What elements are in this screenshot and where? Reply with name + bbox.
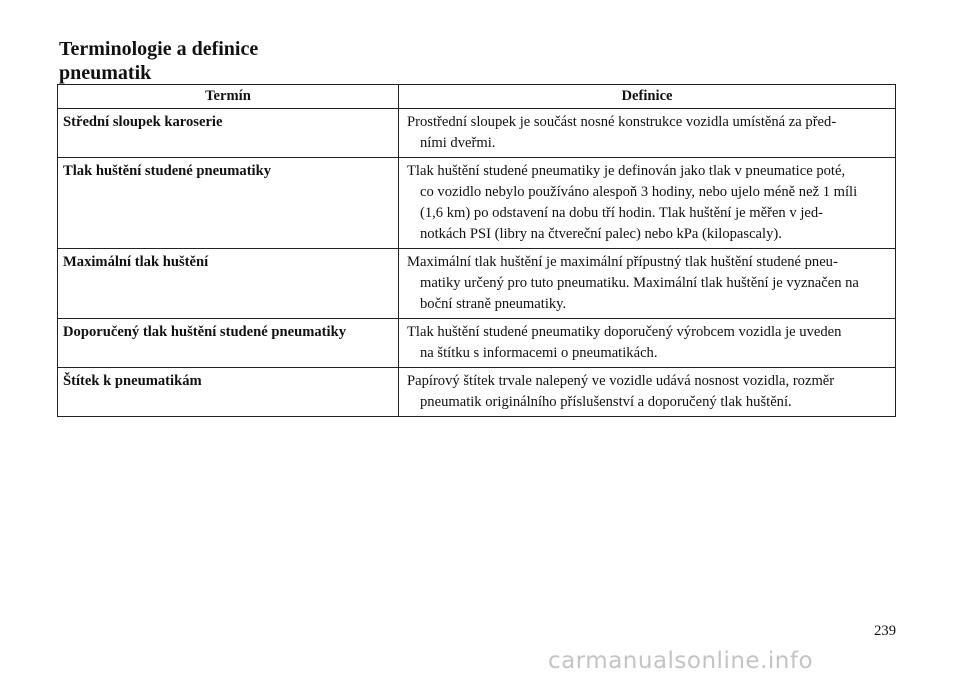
definition-cell: Prostřední sloupek je součást nosné konstrukce vozidla umístěná za před- ními dveřmi. <box>399 109 896 158</box>
term-cell: Doporučený tlak huštění studené pneumatiky <box>58 319 399 368</box>
page-title: Terminologie a definice pneumatik <box>59 38 259 84</box>
table-row <box>58 368 896 417</box>
table-row <box>58 158 896 249</box>
page-number: 239 <box>874 623 896 639</box>
term-cell: Maximální tlak huštění <box>58 249 399 319</box>
term-cell: Štítek k pneumatikám <box>58 368 399 417</box>
table-header-row <box>58 85 896 109</box>
definition-cell: Papírový štítek trvale nalepený ve vozidle udává nosnost vozidla, rozměr pneumatik originálního příslušenství a doporučený tlak huštění. <box>399 368 896 417</box>
term-cell: Střední sloupek karoserie <box>58 109 399 158</box>
table-row <box>58 109 896 158</box>
watermark: carmanualsonline.info <box>548 648 814 674</box>
table-row <box>58 249 896 319</box>
term-cell: Tlak huštění studené pneumatiky <box>58 158 399 249</box>
definition-cell: Maximální tlak huštění je maximální přípustný tlak huštění studené pneu- matiky určený pro tuto pneumatiku. Maximální tlak huštění je vyznačen na boční straně pneumatiky. <box>399 249 896 319</box>
column-header-definition: Definice <box>399 85 896 109</box>
table-row <box>58 319 896 368</box>
column-header-term: Termín <box>58 85 399 109</box>
definition-cell: Tlak huštění studené pneumatiky doporučený výrobcem vozidla je uveden na štítku s informacemi o pneumatikách. <box>399 319 896 368</box>
definition-cell: Tlak huštění studené pneumatiky je definován jako tlak v pneumatice poté, co vozidlo nebylo používáno alespoň 3 hodiny, nebo ujelo méně než 1 míli (1,6 km) po odstavení na dobu tří hodin. Tlak huštění je měřen v jed- notkách PSI (libry na čtvereční palec) nebo kPa (kilopascaly). <box>399 158 896 249</box>
definitions-table <box>57 84 896 417</box>
